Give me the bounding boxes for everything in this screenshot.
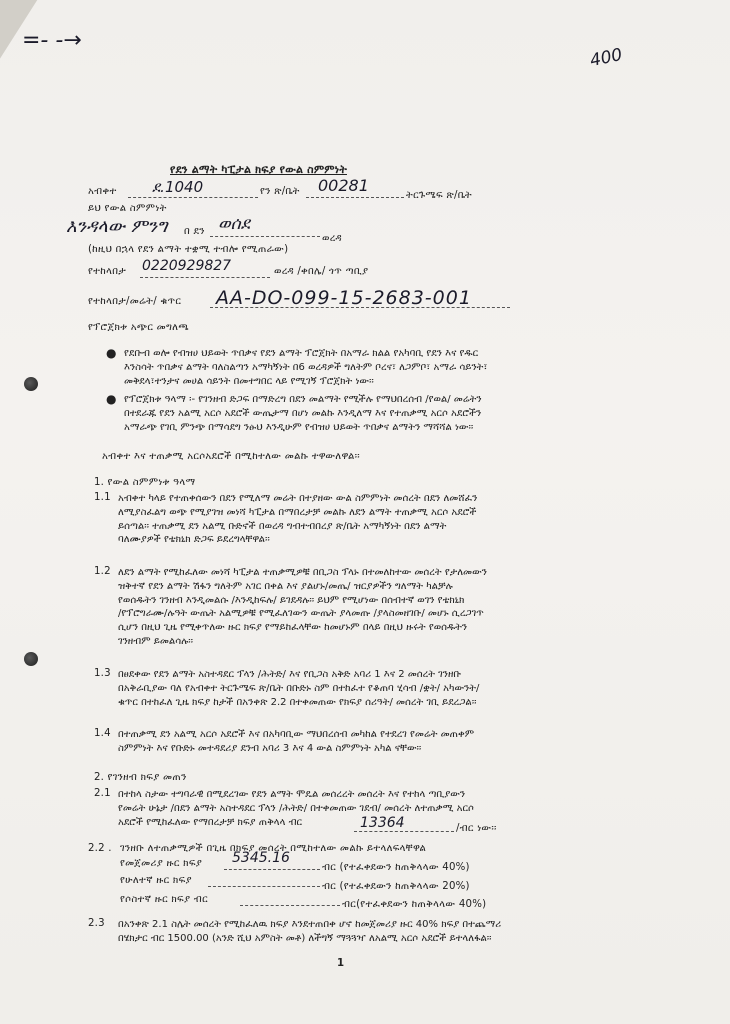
item-number: 2.3 <box>88 918 105 929</box>
reg-value: AA-DO-099-15-2683-001 <box>216 287 472 309</box>
payment-note: ብር (የተፈቀደውን ከጠቅላላው 40%) <box>322 862 470 873</box>
name-mid-label: በ ደን <box>184 226 205 237</box>
payment-note: ብር (የተፈቀደውን ከጠቅላላው 20%) <box>322 881 470 892</box>
payment-label: የሶስተኛ ዙር ክፍያ ብር <box>120 894 208 905</box>
item-text-tail: /ብር ነው፡፡ <box>456 823 497 834</box>
item-number: 2.1 <box>94 788 111 799</box>
project-label: የፕሮጀክቱ አጭር መግለጫ <box>88 322 190 333</box>
item-text: ለደን ልማት የሚከፈለው መነሻ ካፒታል ተጠቃሚዎቹ በቢጋስ ፕላኑ በተመለከተው መሰረት የታለመውን ዝቅተኛ የደን ልማት ሽፋን ግለትም አገር በቀል እና ያልሆኑ/መጤ/ ዝርያዎችን ግለማት ካልቻሉ የወሰዱትን ገንዘብ እንዲመልሱ /እንዲከፍሉ/ ይገደዳሉ፡፡ ይህም የሚሆነው በሰብተኛ ወገን የቴክኒክ /የፕሮግራሙ/ሉዓት ውጤት አልሚዎቹ የሚፈለገውን ውጤት ያላመጡ /ያላስመዘገቡ/ መሆኑ ሲረጋገጥ ሲሆን በዚህ ጊዜ የሚቀጥለው ዙር ክፍያ የማይከፈላቸው ከመሆኑም በላይ በዚህ ዙሩት የወሰዱትን ገንዘብም ይመልሳሉ፡፡ <box>118 567 487 647</box>
intro-line: አብቀተ እና ተጠቃሚ አርሶአደሮች በሚከተለው መልኩ ተዋውለዋል፡፡ <box>102 451 360 462</box>
item-number: 1.1 <box>94 492 111 503</box>
reg-label: የተከላበታ/መሬት/ ቁጥር <box>88 296 182 307</box>
name-mid-value: ወሰደ <box>218 214 250 234</box>
phone-blank <box>140 277 270 278</box>
item-text: በተጠቃሚ ደን አልሚ አርሶ አደሮች እና በአካባቢው ማህበረሰብ መካከል የተደረገ የመሬት መጠቀም ስምምነት እና የቡድኑ መተዳደሪያ ደንብ አባሪ 3 እና 4 ውል ስምምነት አካል ናቸው፡፡ <box>118 729 475 754</box>
item-text: ገንዘቡ ለተጠቃሚዎች በጊዜ በክፍያ መሰረት በሚከተለው መልኩ ይተላለፍላቸዋል <box>120 843 427 854</box>
section1-heading: 1. የውል ስምምነቱ ዓላማ <box>94 477 196 488</box>
top-scribble: =- -→ <box>22 28 82 53</box>
giver-suffix: የን ጽ/ቤት <box>260 186 300 197</box>
item-number: 1.4 <box>94 728 111 739</box>
total-amount: 13364 <box>360 815 405 831</box>
handwritten-page-number: 400 <box>588 44 625 72</box>
item-text: በአንቀጽ 2.1 ስሌት መሰረት የሚከፈለዉ ክፍያ እንደተጠበቀ ሆኖ ከመጀመሪያ ዙር 40% ክፍያ በተጨማሪ በሄክታር ብር 1500.00 (አንድ ሺህ አምስት መቶ) ለችግኝ ማጓጓዣ ለአልሚ አርሶ አደሮች ይተላለፋል፡፡ <box>118 919 502 944</box>
bullet-icon: ● <box>106 346 117 360</box>
note-line: (ከዚህ በኋላ የደን ልማት ተቋሚ ተብሎ የሚጠራው) <box>88 244 289 255</box>
item-text: በፀደቀው የደን ልማት አስተዳደር ፕላን /ሕትድ/ እና የቢጋስ አቅድ አባሪ 1 እና 2 መሰረት ገንዘቡ በአቅራቢያው ባለ የአብቀተ ትርጉሜፍ ጽ/ቤት በቡድኑ ስም በተከፈተ የቆጠባ ሂሳብ /ቋት/ አካውንት/ ቁጥር በተከፈለ ጊዜ ክፍያ ከታች በአንቀጽ 2.2 በተቀመጠው የክፍያ ሰሪዓት/ መሰረት ገቢ ይደረጋል፡፡ <box>118 669 480 708</box>
item-text: በተከላ ስታው ተግባራዊ በሚደረገው የደን ልማት ሞዴል መሰረረት መሰረት እና የተከላ ጣቢያውን የመሬት ሁኔታ /በደን ልማት አስተዳደር ፕላን /ሕትድ/ በተቀመጠው ገደብ/ መሰረት ለተጠቃሚ አርሶ አደሮች የሚከፈለው የማበረታቻ ክፍያ ጠቅላላ ብር <box>118 789 474 828</box>
page-number: 1 <box>337 958 345 969</box>
item-number: 1.3 <box>94 668 111 679</box>
item-text: አብቀተ ካላይ የተጠቀሰውን በደን የሚለማ መሬት በተያዘው ውል ስምምነት መሰረት በደን ለመሸፈን ለሚያስፈልግ ወጭ የሚያገዝ መነሻ ካፒታል በማበረታቻ መልኩ ለደን ልማት ተጠቃሚ አርሶ አደሮች ይሰጣል፡፡ ተጠቃሚ ደን አልሚ ቡድኖች በወረዳ ግብተብበረያ ጽ/ቤት አማካኝነት በደን ልማት ባለሙያዎች የቴክኒክ ድጋፍ ይደረግላቸዋል፡፡ <box>118 493 478 546</box>
phone-value: 0220929827 <box>142 258 232 274</box>
giver-value: ደ.1040 <box>152 178 204 196</box>
payment-value: 5345.16 <box>232 850 290 866</box>
id-label: ትርጉሜፍ ጽ/ቤት <box>406 190 473 201</box>
payment-note: ብር(የተፈቀደውን ከጠቅላላው 40%) <box>342 899 487 910</box>
item-number: 2.2 . <box>88 843 112 854</box>
punch-hole <box>24 652 38 666</box>
name-value: እንዳላው ምንግ <box>66 216 168 237</box>
document-title: የደን ልማት ካፒታል ክፍያ የውል ስምምነት <box>170 163 347 176</box>
phone-label: የተከላበታ <box>88 266 127 277</box>
amount-blank <box>354 831 454 832</box>
item-number: 1.2 <box>94 566 111 577</box>
payment-blank <box>224 869 320 870</box>
payment-label: የሁለተኛ ዙር ክፍያ <box>120 875 192 886</box>
bullet-icon: ● <box>106 392 117 406</box>
phone-tail: ወረዳ /ቀበሌ/ ጎጥ ጣቢያ <box>274 266 369 277</box>
name-tail: ወረዳ <box>322 233 342 244</box>
section2-heading: 2. የገንዘብ ክፍያ መጠን <box>94 772 187 783</box>
payment-blank <box>208 886 320 887</box>
bullet-item: የደቡብ ወሎ የብዝሀ ህይወት ጥበቃና የደን ልማት ፕሮጀክት በአማራ ክልል የአካባቢ የደን እና የዱር እንስሳት ጥበቃና ልማት ባለስልጣን አማካኝነት በ6 ወረዳዎች ግለትም ቦረና፣ ለጋምቦ፣ አማራ ሳይንት፣ መቅደላ፣ተንታና መሀል ሳይንት በመተግበር ላይ የሚገኝ ፕሮጀክት ነው፡፡ <box>124 348 488 387</box>
giver-blank <box>128 197 258 198</box>
payment-blank <box>240 905 340 906</box>
payment-label: የመጀመሪያ ዙር ክፍያ <box>120 858 203 869</box>
giver-label: አብቀተ <box>88 186 117 197</box>
punch-hole <box>24 377 38 391</box>
name-blank <box>210 236 320 237</box>
bullet-item: የፕሮጀክቱ ዓላማ ፡- የገንዘብ ድጋፍ በማድረግ በደን መልማት የሚችሉ የማህበረሰብ /የወል/ መሬትን በተደራጁ የደን አልሚ አርሶ አደሮች ውጤታማ በሆነ መልኩ እንዲለማ እና የተጠቃሚ አርሶ አደሮችን አማራጭ የገቢ ምንጭ በማሳደግ ንፁህ እንዲሁም የብዝሀ ህይወት ጥበቃና ልማትን ማሻሻል ነው፡፡ <box>124 394 482 433</box>
agreement-line: ይህ የውል ስምምነት <box>88 203 167 214</box>
id-value: 00281 <box>318 176 369 195</box>
id-blank <box>306 197 404 198</box>
